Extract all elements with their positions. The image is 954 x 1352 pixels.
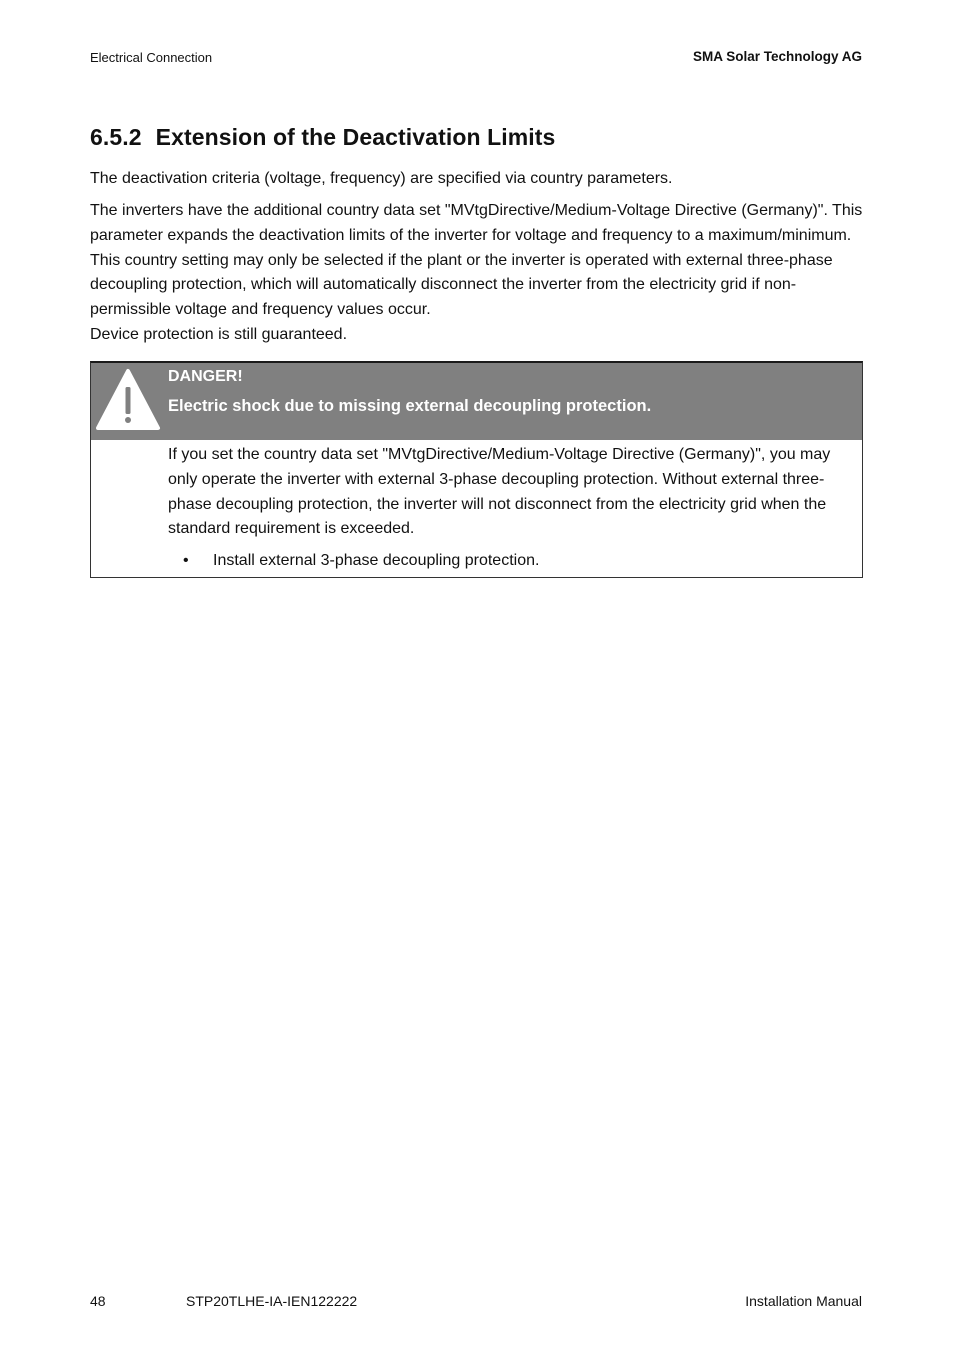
warning-triangle-icon [95, 367, 161, 433]
danger-title: Electric shock due to missing external decoupling protection. [168, 397, 652, 415]
body-text: The inverters have the additional country data set "MVtgDirective/Medium-Voltage Directive (Germany)". This parameter expands the deactivation limits of the inverter for voltage and frequency to a maximum/minimum. This country setting may only be selected if the plant or the inverter is operated with external three-phase decoupling protection, which will automatically disconnect the inverter from the electricity grid if non-permissible voltage and frequency values occur. [90, 202, 863, 319]
bullet-icon: • [183, 552, 189, 569]
running-header-company: SMA Solar Technology AG [692, 49, 862, 64]
document-id: STP20TLHE-IA-IEN122222 [186, 1293, 358, 1309]
danger-notice [90, 361, 863, 578]
body-paragraph [90, 199, 865, 348]
page-number: 48 [90, 1293, 106, 1309]
section-title: Extension of the Deactivation Limits [155, 124, 556, 150]
section-heading [90, 124, 555, 151]
document-type: Installation Manual [745, 1293, 862, 1309]
body-text-protection: Device protection is still guaranteed. [90, 325, 348, 343]
danger-label: DANGER! [168, 368, 243, 385]
danger-body: If you set the country data set "MVtgDirective/Medium-Voltage Directive (Germany)", you may only operate the inverter with external 3-phase decoupling protection. Without external three-phase decoupling protection, the inverter will not disconnect from the electricity grid when the standard requirement is exceeded. [168, 446, 831, 538]
running-header-section: Electrical Connection [90, 50, 213, 65]
bullet-text: Install external 3-phase decoupling protection. [213, 552, 540, 569]
section-number: 6.5.2 [90, 124, 142, 150]
warning-symbol-cell [91, 363, 164, 440]
intro-paragraph: The deactivation criteria (voltage, frequency) are specified via country parameters. [90, 170, 673, 187]
danger-header [91, 363, 862, 440]
